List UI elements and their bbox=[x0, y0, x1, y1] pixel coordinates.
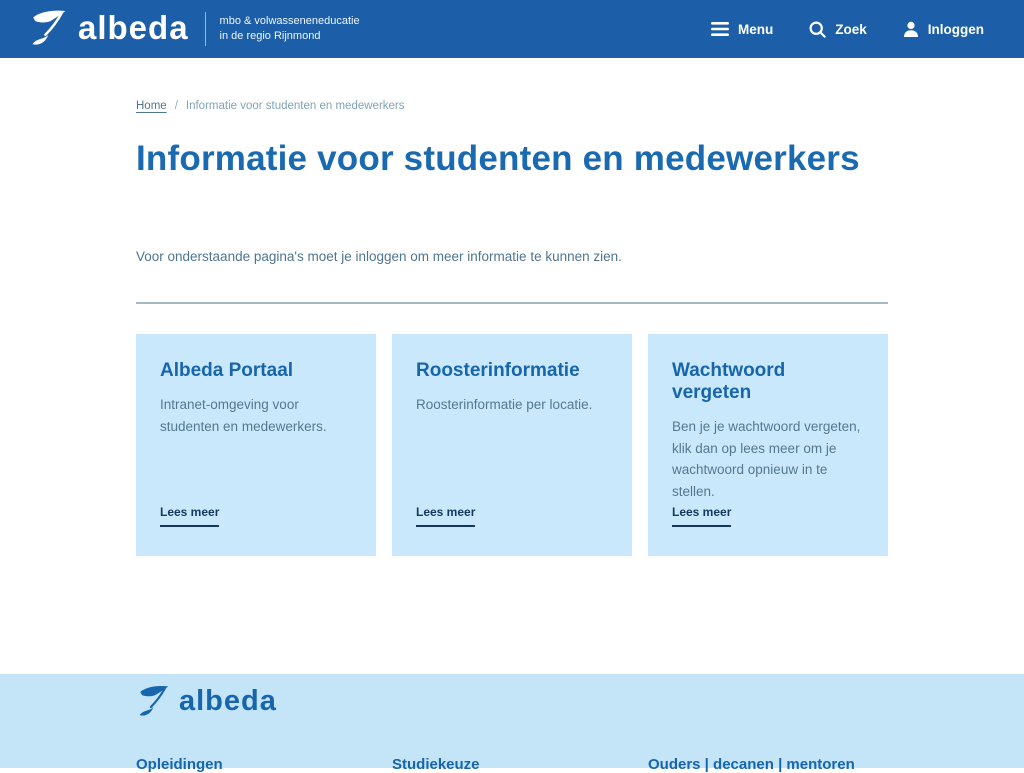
footer-logo-wordmark: albeda bbox=[179, 684, 277, 717]
tagline-line-1: mbo & volwasseneneducatie bbox=[219, 15, 360, 27]
menu-button[interactable] bbox=[711, 22, 773, 37]
albeda-bird-icon bbox=[134, 682, 174, 722]
card-description: Intranet-omgeving voor studenten en medewerkers. bbox=[160, 397, 327, 434]
footer-column-ouders-decanen-mentoren bbox=[648, 756, 888, 773]
albeda-bird-icon bbox=[26, 6, 72, 52]
footer-logo[interactable] bbox=[134, 682, 277, 722]
search-label: Zoek bbox=[835, 21, 867, 37]
footer-columns bbox=[136, 756, 888, 773]
card-title: Albeda Portaal bbox=[160, 360, 294, 381]
menu-label: Menu bbox=[737, 21, 774, 37]
footer-heading-link[interactable]: Opleidingen bbox=[136, 756, 223, 773]
breadcrumb-home-link[interactable]: Home bbox=[136, 100, 167, 112]
breadcrumb-current-page: Informatie voor studenten en medewerkers bbox=[185, 100, 405, 112]
header-tagline bbox=[220, 14, 360, 44]
footer bbox=[0, 674, 1024, 773]
intro-text: Voor onderstaande pagina's moet je inloggen om meer informatie te kunnen zien. bbox=[136, 249, 622, 264]
card-description: Ben je je wachtwoord vergeten, klik dan op lees meer om je wachtwoord opnieuw in te stellen. bbox=[672, 419, 861, 499]
card-roosterinformatie[interactable] bbox=[392, 334, 632, 556]
header-nav bbox=[711, 21, 984, 38]
section-divider bbox=[136, 302, 888, 304]
breadcrumb-separator: / bbox=[174, 100, 178, 112]
search-button[interactable] bbox=[809, 21, 867, 38]
card-title: Wachtwoord vergeten bbox=[672, 360, 786, 403]
header-logo-separator bbox=[205, 12, 206, 46]
tagline-line-2: in de regio Rijnmond bbox=[219, 30, 321, 42]
lees-meer-link[interactable]: Lees meer bbox=[160, 505, 219, 527]
card-grid bbox=[136, 334, 888, 556]
footer-column-studiekeuze bbox=[392, 756, 632, 773]
page-title: Informatie voor studenten en medewerkers bbox=[136, 139, 860, 178]
lees-meer-link[interactable]: Lees meer bbox=[416, 505, 475, 527]
footer-heading-link[interactable]: Ouders | decanen | mentoren bbox=[648, 756, 855, 773]
login-button[interactable] bbox=[903, 21, 984, 38]
footer-heading-link[interactable]: Studiekeuze bbox=[392, 756, 480, 773]
footer-column-opleidingen bbox=[136, 756, 376, 773]
user-icon bbox=[903, 21, 919, 38]
top-header bbox=[0, 0, 1024, 58]
card-wachtwoord-vergeten[interactable] bbox=[648, 334, 888, 556]
search-icon bbox=[809, 21, 826, 38]
lees-meer-link[interactable]: Lees meer bbox=[672, 505, 731, 527]
card-description: Roosterinformatie per locatie. bbox=[416, 397, 593, 412]
breadcrumb bbox=[136, 100, 888, 112]
login-label: Inloggen bbox=[927, 21, 984, 37]
card-title: Roosterinformatie bbox=[416, 360, 580, 381]
header-logo-wordmark: albeda bbox=[78, 8, 189, 46]
card-albeda-portaal[interactable] bbox=[136, 334, 376, 556]
hamburger-icon bbox=[711, 22, 729, 36]
header-logo[interactable] bbox=[26, 6, 189, 52]
